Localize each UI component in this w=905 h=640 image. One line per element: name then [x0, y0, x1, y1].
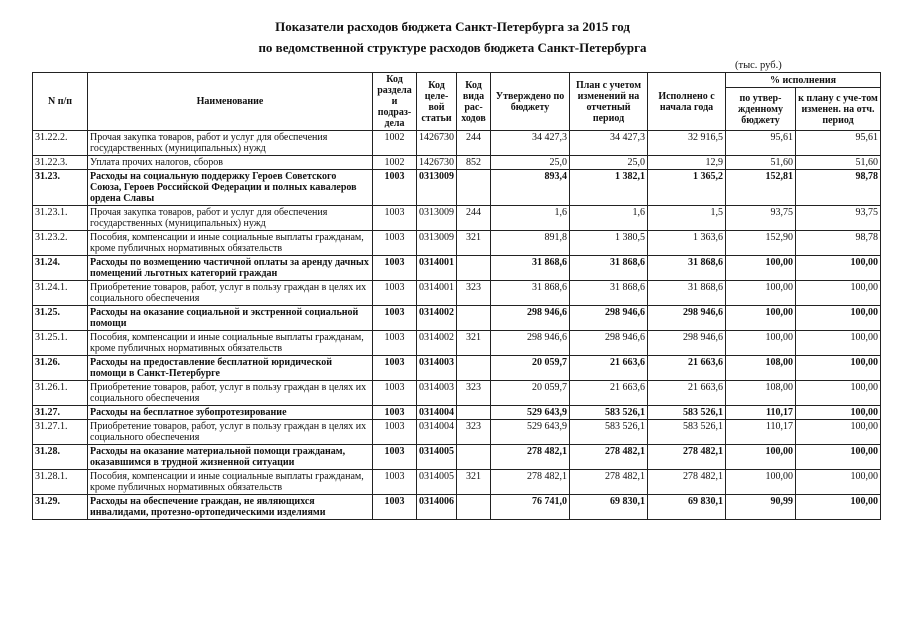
cell-name: Расходы на оказание социальной и экстренной социальной помощи: [88, 306, 373, 331]
col-header-name: Наименование: [88, 73, 373, 131]
table-row: [33, 470, 881, 495]
cell-num: 31.24.1.: [33, 281, 88, 306]
cell-pct1: 90,99: [726, 495, 796, 520]
cell-utv: 20 059,7: [491, 381, 570, 406]
cell-pct1: 93,75: [726, 206, 796, 231]
cell-name: Пособия, компенсации и иные социальные выплаты гражданам, кроме публичных нормативных обязательств: [88, 231, 373, 256]
cell-cel: 0314004: [417, 420, 457, 445]
cell-plan: 34 427,3: [570, 131, 648, 156]
cell-pct2: 100,00: [796, 256, 881, 281]
cell-vid: 321: [457, 331, 491, 356]
cell-utv: 891,8: [491, 231, 570, 256]
cell-vid: 323: [457, 281, 491, 306]
cell-razdel: 1003: [373, 356, 417, 381]
cell-pct2: 98,78: [796, 170, 881, 206]
cell-cel: 0314002: [417, 331, 457, 356]
cell-num: 31.24.: [33, 256, 88, 281]
cell-utv: 298 946,6: [491, 331, 570, 356]
cell-isp: 69 830,1: [648, 495, 726, 520]
cell-utv: 31 868,6: [491, 256, 570, 281]
cell-utv: 76 741,0: [491, 495, 570, 520]
cell-isp: 32 916,5: [648, 131, 726, 156]
cell-plan: 1 382,1: [570, 170, 648, 206]
cell-vid: 323: [457, 381, 491, 406]
cell-pct1: 95,61: [726, 131, 796, 156]
report-subtitle: по ведомственной структуре расходов бюджета Санкт-Петербурга: [258, 40, 647, 55]
table-row: [33, 206, 881, 231]
cell-utv: 893,4: [491, 170, 570, 206]
cell-razdel: 1003: [373, 495, 417, 520]
cell-num: 31.23.2.: [33, 231, 88, 256]
cell-num: 31.25.1.: [33, 331, 88, 356]
cell-plan: 278 482,1: [570, 470, 648, 495]
cell-pct2: 100,00: [796, 445, 881, 470]
cell-cel: 0313009: [417, 206, 457, 231]
cell-name: Расходы на предоставление бесплатной юридической помощи в Санкт-Петербурге: [88, 356, 373, 381]
cell-name: Расходы на бесплатное зубопротезирование: [88, 406, 373, 420]
cell-utv: 529 643,9: [491, 406, 570, 420]
cell-cel: 0314003: [417, 356, 457, 381]
cell-pct2: 100,00: [796, 356, 881, 381]
col-header-pct-group: % исполнения: [726, 73, 881, 88]
cell-vid: 321: [457, 470, 491, 495]
cell-isp: 31 868,6: [648, 281, 726, 306]
cell-isp: 21 663,6: [648, 356, 726, 381]
col-header-cel: Код целе-вой статьи: [417, 73, 457, 131]
cell-pct1: 110,17: [726, 420, 796, 445]
cell-utv: 31 868,6: [491, 281, 570, 306]
col-header-pct2: к плану с уче-том изменен. на отч. период: [796, 88, 881, 131]
cell-pct2: 100,00: [796, 470, 881, 495]
cell-isp: 1,5: [648, 206, 726, 231]
cell-razdel: 1003: [373, 231, 417, 256]
cell-name: Расходы по возмещению частичной оплаты за аренду дачных помещений льготных категорий граждан: [88, 256, 373, 281]
cell-isp: 1 363,6: [648, 231, 726, 256]
cell-razdel: 1003: [373, 381, 417, 406]
cell-razdel: 1003: [373, 206, 417, 231]
units-label: (тыс. руб.): [735, 60, 782, 71]
cell-plan: 278 482,1: [570, 445, 648, 470]
cell-num: 31.23.1.: [33, 206, 88, 231]
table-row: [33, 131, 881, 156]
cell-plan: 69 830,1: [570, 495, 648, 520]
cell-vid: [457, 356, 491, 381]
cell-num: 31.26.1.: [33, 381, 88, 406]
cell-num: 31.22.3.: [33, 156, 88, 170]
cell-cel: 0314002: [417, 306, 457, 331]
cell-utv: 1,6: [491, 206, 570, 231]
cell-num: 31.25.: [33, 306, 88, 331]
cell-vid: 321: [457, 231, 491, 256]
cell-plan: 21 663,6: [570, 356, 648, 381]
cell-isp: 298 946,6: [648, 306, 726, 331]
col-header-utv: Утверждено по бюджету: [491, 73, 570, 131]
cell-isp: 278 482,1: [648, 445, 726, 470]
cell-num: 31.22.2.: [33, 131, 88, 156]
report-title: Показатели расходов бюджета Санкт-Петербурга за 2015 год: [275, 19, 630, 34]
table-row: [33, 281, 881, 306]
cell-isp: 12,9: [648, 156, 726, 170]
cell-razdel: 1003: [373, 256, 417, 281]
cell-cel: 0314003: [417, 381, 457, 406]
cell-razdel: 1003: [373, 281, 417, 306]
cell-razdel: 1003: [373, 470, 417, 495]
cell-isp: 298 946,6: [648, 331, 726, 356]
cell-vid: [457, 256, 491, 281]
cell-utv: 278 482,1: [491, 445, 570, 470]
cell-name: Расходы на обеспечение граждан, не являющихся инвалидами, протезно-ортопедическими изделиями: [88, 495, 373, 520]
cell-name: Прочая закупка товаров, работ и услуг для обеспечения государственных (муниципальных) нужд: [88, 206, 373, 231]
cell-pct1: 108,00: [726, 356, 796, 381]
cell-num: 31.27.1.: [33, 420, 88, 445]
cell-num: 31.28.: [33, 445, 88, 470]
cell-num: 31.29.: [33, 495, 88, 520]
cell-cel: 0314001: [417, 256, 457, 281]
cell-pct1: 100,00: [726, 331, 796, 356]
cell-name: Прочая закупка товаров, работ и услуг для обеспечения государственных (муниципальных) нужд: [88, 131, 373, 156]
col-header-vid: Код вида рас-ходов: [457, 73, 491, 131]
cell-pct2: 100,00: [796, 495, 881, 520]
cell-pct1: 152,81: [726, 170, 796, 206]
cell-name: Уплата прочих налогов, сборов: [88, 156, 373, 170]
cell-razdel: 1003: [373, 445, 417, 470]
table-row: [33, 381, 881, 406]
col-header-pct1: по утвер-жденному бюджету: [726, 88, 796, 131]
cell-pct1: 100,00: [726, 470, 796, 495]
col-header-razdel: Код раздела и подраз-дела: [373, 73, 417, 131]
cell-name: Приобретение товаров, работ, услуг в пользу граждан в целях их социального обеспечения: [88, 281, 373, 306]
cell-pct2: 100,00: [796, 381, 881, 406]
cell-pct2: 98,78: [796, 231, 881, 256]
cell-num: 31.27.: [33, 406, 88, 420]
cell-plan: 1 380,5: [570, 231, 648, 256]
cell-isp: 583 526,1: [648, 406, 726, 420]
cell-razdel: 1003: [373, 306, 417, 331]
cell-vid: [457, 445, 491, 470]
cell-isp: 278 482,1: [648, 470, 726, 495]
cell-isp: 31 868,6: [648, 256, 726, 281]
table-body: [33, 131, 881, 520]
cell-pct2: 51,60: [796, 156, 881, 170]
cell-pct2: 100,00: [796, 306, 881, 331]
cell-name: Расходы на социальную поддержку Героев Советского Союза, Героев Российской Федерации и полных кавалеров ордена Славы: [88, 170, 373, 206]
cell-utv: 20 059,7: [491, 356, 570, 381]
cell-utv: 298 946,6: [491, 306, 570, 331]
cell-razdel: 1003: [373, 406, 417, 420]
cell-plan: 298 946,6: [570, 331, 648, 356]
cell-vid: 244: [457, 131, 491, 156]
cell-pct1: 51,60: [726, 156, 796, 170]
cell-pct1: 100,00: [726, 281, 796, 306]
cell-razdel: 1003: [373, 170, 417, 206]
cell-pct1: 100,00: [726, 256, 796, 281]
cell-cel: 0314005: [417, 445, 457, 470]
cell-pct1: 152,90: [726, 231, 796, 256]
cell-razdel: 1003: [373, 420, 417, 445]
cell-pct2: 93,75: [796, 206, 881, 231]
table-row: [33, 156, 881, 170]
cell-vid: 244: [457, 206, 491, 231]
cell-plan: 25,0: [570, 156, 648, 170]
col-header-plan: План с учетом изменений на отчетный период: [570, 73, 648, 131]
cell-razdel: 1002: [373, 131, 417, 156]
cell-name: Пособия, компенсации и иные социальные выплаты гражданам, кроме публичных нормативных обязательств: [88, 331, 373, 356]
cell-cel: 1426730: [417, 156, 457, 170]
table-row: [33, 331, 881, 356]
cell-vid: 852: [457, 156, 491, 170]
cell-vid: 323: [457, 420, 491, 445]
cell-pct1: 100,00: [726, 445, 796, 470]
cell-pct2: 100,00: [796, 281, 881, 306]
cell-plan: 583 526,1: [570, 406, 648, 420]
col-header-num: N п/п: [33, 73, 88, 131]
cell-cel: 0314004: [417, 406, 457, 420]
cell-utv: 34 427,3: [491, 131, 570, 156]
cell-pct1: 100,00: [726, 306, 796, 331]
cell-cel: 0313009: [417, 170, 457, 206]
table-row: [33, 495, 881, 520]
cell-cel: 0314006: [417, 495, 457, 520]
cell-plan: 21 663,6: [570, 381, 648, 406]
budget-table: [32, 72, 881, 520]
cell-cel: 0314005: [417, 470, 457, 495]
cell-name: Пособия, компенсации и иные социальные выплаты гражданам, кроме публичных нормативных обязательств: [88, 470, 373, 495]
col-header-isp: Исполнено с начала года: [648, 73, 726, 131]
cell-num: 31.26.: [33, 356, 88, 381]
cell-name: Приобретение товаров, работ, услуг в пользу граждан в целях их социального обеспечения: [88, 420, 373, 445]
table-row: [33, 170, 881, 206]
cell-utv: 25,0: [491, 156, 570, 170]
cell-plan: 583 526,1: [570, 420, 648, 445]
cell-cel: 1426730: [417, 131, 457, 156]
cell-pct2: 100,00: [796, 406, 881, 420]
cell-plan: 31 868,6: [570, 281, 648, 306]
cell-num: 31.23.: [33, 170, 88, 206]
cell-pct2: 95,61: [796, 131, 881, 156]
cell-name: Расходы на оказание материальной помощи гражданам, оказавшимся в трудной жизненной ситуации: [88, 445, 373, 470]
table-row: [33, 406, 881, 420]
cell-vid: [457, 495, 491, 520]
cell-isp: 583 526,1: [648, 420, 726, 445]
cell-isp: 1 365,2: [648, 170, 726, 206]
cell-pct1: 108,00: [726, 381, 796, 406]
cell-pct1: 110,17: [726, 406, 796, 420]
cell-plan: 298 946,6: [570, 306, 648, 331]
cell-vid: [457, 406, 491, 420]
table-row: [33, 306, 881, 331]
cell-name: Приобретение товаров, работ, услуг в пользу граждан в целях их социального обеспечения: [88, 381, 373, 406]
cell-plan: 31 868,6: [570, 256, 648, 281]
cell-num: 31.28.1.: [33, 470, 88, 495]
cell-razdel: 1002: [373, 156, 417, 170]
cell-utv: 529 643,9: [491, 420, 570, 445]
cell-vid: [457, 306, 491, 331]
table-row: [33, 445, 881, 470]
cell-vid: [457, 170, 491, 206]
table-row: [33, 420, 881, 445]
cell-razdel: 1003: [373, 331, 417, 356]
cell-plan: 1,6: [570, 206, 648, 231]
cell-cel: 0313009: [417, 231, 457, 256]
cell-pct2: 100,00: [796, 331, 881, 356]
cell-pct2: 100,00: [796, 420, 881, 445]
table-row: [33, 356, 881, 381]
cell-cel: 0314001: [417, 281, 457, 306]
table-row: [33, 231, 881, 256]
cell-isp: 21 663,6: [648, 381, 726, 406]
cell-utv: 278 482,1: [491, 470, 570, 495]
table-row: [33, 256, 881, 281]
